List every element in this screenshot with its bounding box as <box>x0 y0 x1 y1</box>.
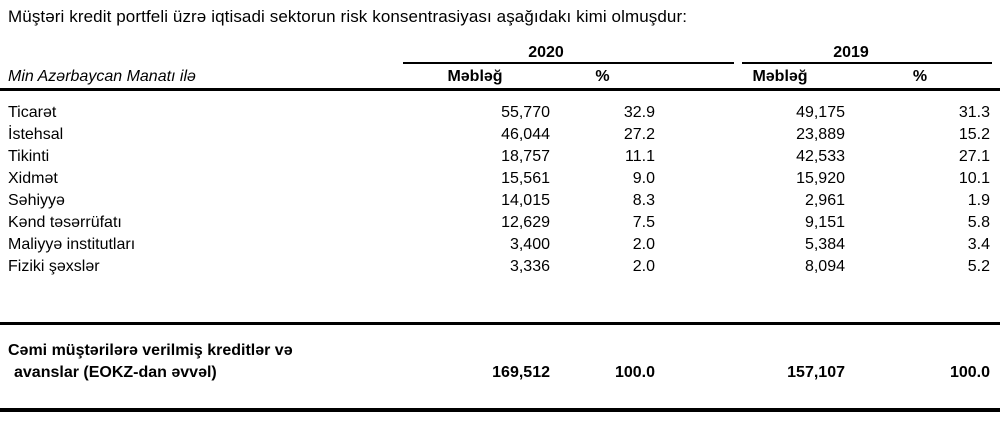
total-row <box>0 340 1000 384</box>
column-header-pct-2020: % <box>595 68 610 85</box>
units-label: Min Azərbaycan Manatı ilə <box>8 68 196 85</box>
amount-2020: 14,015 <box>501 192 550 209</box>
pct-2020: 27.2 <box>623 126 655 143</box>
total-label <box>0 340 400 384</box>
pct-2020: 8.3 <box>632 192 655 209</box>
amount-2019: 49,175 <box>796 104 845 121</box>
total-label-line2: avanslar (EOKZ-dan əvvəl) <box>14 364 217 381</box>
pct-2019: 5.8 <box>967 214 990 231</box>
sector-label: Tikinti <box>8 148 50 165</box>
pct-2019: 27.1 <box>958 148 990 165</box>
pct-2020: 32.9 <box>623 104 655 121</box>
pct-2020: 7.5 <box>632 214 655 231</box>
amount-2020: 18,757 <box>501 148 550 165</box>
column-header-amount-2020: Məbləğ <box>447 68 503 85</box>
sector-row <box>0 256 1000 278</box>
total-label-line1: Cəmi müştərilərə verilmiş kreditlər və <box>8 342 293 359</box>
sector-row <box>0 124 1000 146</box>
sector-label: Səhiyyə <box>8 192 65 209</box>
column-header-amount-2019: Məbləğ <box>752 68 808 85</box>
total-pct-2019: 100.0 <box>949 364 990 381</box>
sector-row <box>0 102 1000 124</box>
total-pct-2020: 100.0 <box>614 364 655 381</box>
amount-2019: 9,151 <box>804 214 845 231</box>
sector-label: İstehsal <box>8 126 64 143</box>
pct-2019: 3.4 <box>967 236 990 253</box>
pct-2020: 9.0 <box>632 170 655 187</box>
sector-row <box>0 212 1000 234</box>
sector-row <box>0 234 1000 256</box>
sector-row <box>0 146 1000 168</box>
bottom-rule <box>0 408 1000 412</box>
sector-row <box>0 168 1000 190</box>
total-amount-2020: 169,512 <box>492 364 550 381</box>
pct-2020: 11.1 <box>625 148 655 165</box>
sector-label: Maliyyə institutları <box>8 236 136 253</box>
pct-2019: 31.3 <box>958 104 990 121</box>
risk-concentration-table <box>0 102 1000 278</box>
total-amount-2019: 157,107 <box>787 364 845 381</box>
year-header-2020: 2020 <box>528 44 564 61</box>
amount-2020: 3,400 <box>509 236 550 253</box>
sector-label: Xidmət <box>8 170 58 187</box>
amount-2019: 23,889 <box>796 126 845 143</box>
sector-row <box>0 190 1000 212</box>
column-header-pct-2019: % <box>912 68 928 85</box>
amount-2019: 8,094 <box>804 258 845 275</box>
section-title: Müştəri kredit portfeli üzrə iqtisadi sektorun risk konsentrasiyası aşağıdakı kimi olmuşdur: <box>8 7 688 26</box>
sector-label: Kənd təsərrüfatı <box>8 214 122 231</box>
pct-2019: 10.1 <box>958 170 990 187</box>
amount-2020: 46,044 <box>501 126 550 143</box>
sector-label: Fiziki şəxslər <box>8 258 100 275</box>
amount-2019: 42,533 <box>796 148 845 165</box>
pct-2019: 5.2 <box>967 258 990 275</box>
amount-2019: 15,920 <box>796 170 845 187</box>
year-header-2019: 2019 <box>833 44 869 61</box>
amount-2019: 5,384 <box>804 236 845 253</box>
pct-2020: 2.0 <box>632 258 655 275</box>
header-rule <box>0 88 1000 91</box>
amount-2020: 3,336 <box>509 258 550 275</box>
pct-2020: 2.0 <box>632 236 655 253</box>
pct-2019: 1.9 <box>967 192 990 209</box>
amount-2019: 2,961 <box>804 192 845 209</box>
pre-total-rule <box>0 322 1000 325</box>
sector-label: Ticarət <box>8 104 57 121</box>
amount-2020: 15,561 <box>501 170 550 187</box>
year-2019-underline <box>742 62 992 64</box>
amount-2020: 55,770 <box>501 104 550 121</box>
pct-2019: 15.2 <box>958 126 990 143</box>
year-2020-underline <box>403 62 734 64</box>
amount-2020: 12,629 <box>501 214 550 231</box>
